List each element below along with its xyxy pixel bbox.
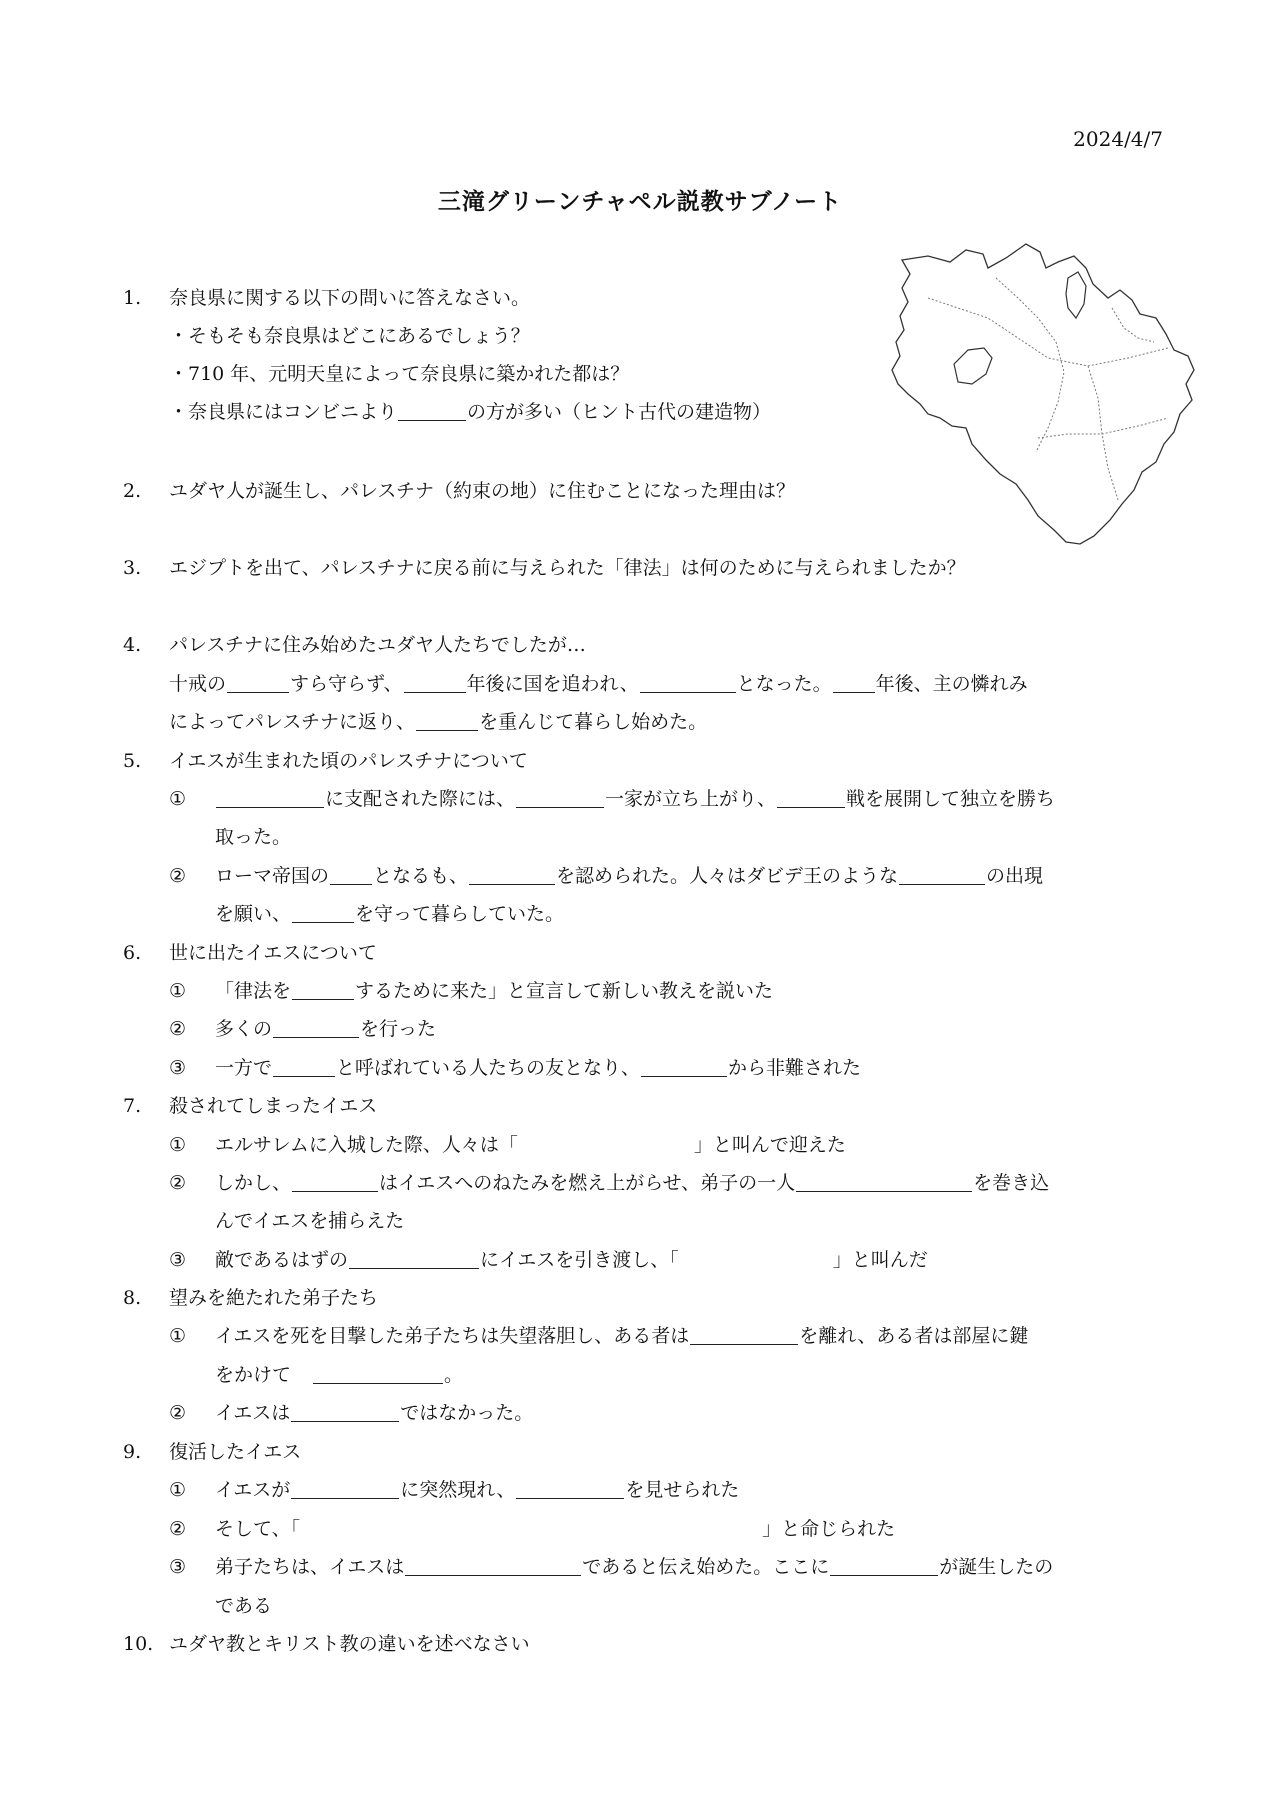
q5-item-2: [169, 861, 1043, 888]
page-title: 三滝グリーンチャペル説教サブノート: [437, 188, 843, 215]
text: 。: [444, 1364, 464, 1386]
question-number: 1.: [123, 287, 142, 309]
answer-blank[interactable]: [416, 712, 478, 731]
text: 弟子たちは、イエスは: [215, 1556, 405, 1578]
answer-blank[interactable]: [830, 1557, 938, 1576]
q9-item-2: [169, 1514, 895, 1541]
answer-blank[interactable]: [777, 789, 845, 808]
answer-blank[interactable]: [227, 674, 289, 693]
answer-blank[interactable]: [398, 402, 466, 421]
question-number: 6.: [123, 942, 142, 964]
circled-number: ②: [169, 1518, 187, 1540]
circled-number: ②: [169, 1402, 187, 1424]
question-text: 殺されてしまったイエス: [169, 1095, 378, 1117]
answer-blank[interactable]: [516, 789, 604, 808]
answer-blank[interactable]: [216, 789, 324, 808]
circled-number: ①: [169, 1134, 187, 1156]
text: イエスは: [215, 1402, 291, 1424]
question-number: 8.: [123, 1287, 142, 1309]
question-3: [123, 553, 966, 580]
text: 敵であるはずの: [215, 1249, 349, 1271]
q7-item-3: [169, 1245, 928, 1272]
text: 」と命じられた: [762, 1518, 896, 1540]
q5-item-1-cont: 取った。: [215, 826, 292, 848]
answer-blank[interactable]: [899, 866, 985, 885]
text: の方が多い（ヒント古代の建造物）: [467, 401, 772, 423]
text: 「律法を: [215, 980, 292, 1002]
question-text: イエスが生まれた頃のパレスチナについて: [169, 750, 528, 772]
kinki-map-image: [888, 238, 1198, 550]
question-number: 9.: [123, 1441, 142, 1463]
text: イエスを死を目撃した弟子たちは失望落胆し、ある者は: [215, 1325, 690, 1347]
circled-number: ①: [169, 1479, 187, 1501]
q9-item-3: [169, 1552, 1053, 1579]
text: エルサレムに入城した際、人々は「: [215, 1134, 518, 1156]
question-2: [123, 476, 795, 503]
text: ローマ帝国の: [215, 865, 330, 887]
q5-item-2-cont: [215, 899, 564, 926]
question-7: [123, 1091, 377, 1118]
text: 多くの: [215, 1018, 273, 1040]
circled-number: ①: [169, 980, 187, 1002]
question-text: 世に出たイエスについて: [169, 942, 377, 964]
text: 一家が立ち上がり、: [605, 788, 777, 810]
text: の出現: [986, 865, 1044, 887]
question-text: 復活したイエス: [169, 1441, 302, 1463]
question-9: [123, 1437, 301, 1464]
text: を巻き込: [973, 1172, 1050, 1194]
circled-number: ①: [169, 788, 187, 810]
text: 年後、主の憐れみ: [875, 673, 1028, 695]
question-5: [123, 746, 528, 773]
text: イエスが: [215, 1479, 291, 1501]
text: 戦を展開して独立を勝ち: [846, 788, 1056, 810]
q1-bullet-2: ・710 年、元明天皇によって奈良県に築かれた都は？: [169, 363, 630, 385]
text: を重んじて暮らし始めた。: [479, 711, 708, 733]
text: を見せられた: [625, 1479, 740, 1501]
text: となった。: [736, 673, 832, 695]
answer-blank[interactable]: [404, 674, 466, 693]
answer-blank[interactable]: [796, 1173, 972, 1192]
text: から非難された: [728, 1057, 862, 1079]
text: をかけて: [215, 1364, 292, 1386]
circled-number: ②: [169, 865, 187, 887]
question-number: 5.: [123, 750, 142, 772]
q1-bullet-3: [169, 397, 771, 424]
answer-blank[interactable]: [273, 1058, 335, 1077]
circled-number: ③: [169, 1556, 187, 1578]
text: 」と叫んだ: [832, 1249, 928, 1271]
text: が誕生したの: [939, 1556, 1054, 1578]
circled-number: ③: [169, 1249, 187, 1271]
text: すら守らず、: [290, 673, 403, 695]
text: 十戒の: [169, 673, 227, 695]
q9-item-3-cont: である: [215, 1595, 273, 1617]
text: に突然現れ、: [400, 1479, 516, 1501]
answer-blank[interactable]: [292, 904, 354, 923]
question-text: ユダヤ教とキリスト教の違いを述べなさい: [169, 1633, 530, 1655]
answer-blank[interactable]: [469, 866, 555, 885]
q7-item-2-cont: んでイエスを捕らえた: [215, 1210, 405, 1232]
question-4: [123, 630, 586, 657]
date: 2024/4/7: [1073, 127, 1163, 151]
circled-number: ③: [169, 1057, 187, 1079]
answer-blank[interactable]: [349, 1250, 479, 1269]
question-8: [123, 1283, 378, 1310]
q5-item-1: [169, 784, 1055, 811]
question-number: 2.: [123, 480, 142, 502]
question-text: 望みを絶たれた弟子たち: [169, 1287, 379, 1309]
circled-number: ②: [169, 1172, 187, 1194]
q1-bullet-1: ・そもそも奈良県はどこにあるでしょう？: [169, 325, 530, 347]
question-number: 4.: [123, 634, 142, 656]
text: にイエスを引き渡し、「: [480, 1249, 679, 1271]
q7-item-2: [169, 1168, 1049, 1195]
text: 」と叫んで迎えた: [693, 1134, 846, 1156]
q4-line-2: [169, 707, 707, 734]
question-6: [123, 938, 377, 965]
answer-blank[interactable]: [641, 1058, 727, 1077]
question-number: 7.: [123, 1095, 142, 1117]
answer-blank[interactable]: [292, 1173, 378, 1192]
q7-item-1: [169, 1130, 846, 1157]
answer-blank[interactable]: [291, 1403, 399, 1422]
question-number: 3.: [123, 557, 142, 579]
text: であると伝え始めた。ここに: [582, 1556, 830, 1578]
text: そして、「: [215, 1518, 301, 1540]
answer-blank[interactable]: [405, 1557, 581, 1576]
question-text: 奈良県に関する以下の問いに答えなさい。: [169, 287, 531, 309]
text: を認められた。人々はダビデ王のような: [556, 865, 899, 887]
answer-blank[interactable]: [330, 866, 372, 885]
answer-blank[interactable]: [291, 1480, 399, 1499]
question-10: [123, 1629, 530, 1656]
answer-blank[interactable]: [273, 1019, 359, 1038]
answer-blank[interactable]: [313, 1365, 443, 1384]
q6-item-1: [169, 976, 773, 1003]
question-1: [123, 283, 530, 310]
text: はイエスへのねたみを燃え上がらせ、弟子の一人: [379, 1172, 796, 1194]
q8-item-2: [169, 1398, 533, 1425]
question-text: パレスチナに住み始めたユダヤ人たちでしたが…: [169, 634, 586, 656]
text: 一方で: [215, 1057, 273, 1079]
q4-line-1: [169, 669, 1028, 696]
text: しかし、: [215, 1172, 292, 1194]
text: を行った: [360, 1018, 437, 1040]
text: するために来た」と宣言して新しい教えを説いた: [355, 980, 774, 1002]
circled-number: ①: [169, 1325, 187, 1347]
q8-item-1: [169, 1321, 1028, 1348]
text: ではなかった。: [400, 1402, 534, 1424]
answer-blank[interactable]: [640, 674, 736, 693]
text: によってパレスチナに返り、: [169, 711, 416, 733]
q6-item-2: [169, 1014, 436, 1041]
text: 年後に国を追われ、: [466, 673, 639, 695]
question-number: 10.: [123, 1633, 154, 1655]
text: となるも、: [373, 865, 469, 887]
text: に支配された際には、: [325, 788, 516, 810]
text: を願い、: [215, 903, 292, 925]
text: を離れ、ある者は部屋に鍵: [799, 1325, 1029, 1347]
q6-item-3: [169, 1053, 861, 1080]
q8-item-1-cont: [215, 1360, 463, 1387]
answer-blank[interactable]: [292, 981, 354, 1000]
question-text: エジプトを出て、パレスチナに戻る前に与えられた「律法」は何のために与えられましたか？: [169, 557, 966, 579]
text: ・奈良県にはコンビニより: [169, 401, 398, 423]
text: と呼ばれている人たちの友となり、: [336, 1057, 641, 1079]
question-text: ユダヤ人が誕生し、パレスチナ（約束の地）に住むことになった理由は？: [169, 480, 796, 502]
answer-blank[interactable]: [833, 674, 875, 693]
q9-item-1: [169, 1475, 739, 1502]
text: を守って暮らしていた。: [355, 903, 565, 925]
circled-number: ②: [169, 1018, 187, 1040]
answer-blank[interactable]: [690, 1326, 798, 1345]
answer-blank[interactable]: [516, 1480, 624, 1499]
